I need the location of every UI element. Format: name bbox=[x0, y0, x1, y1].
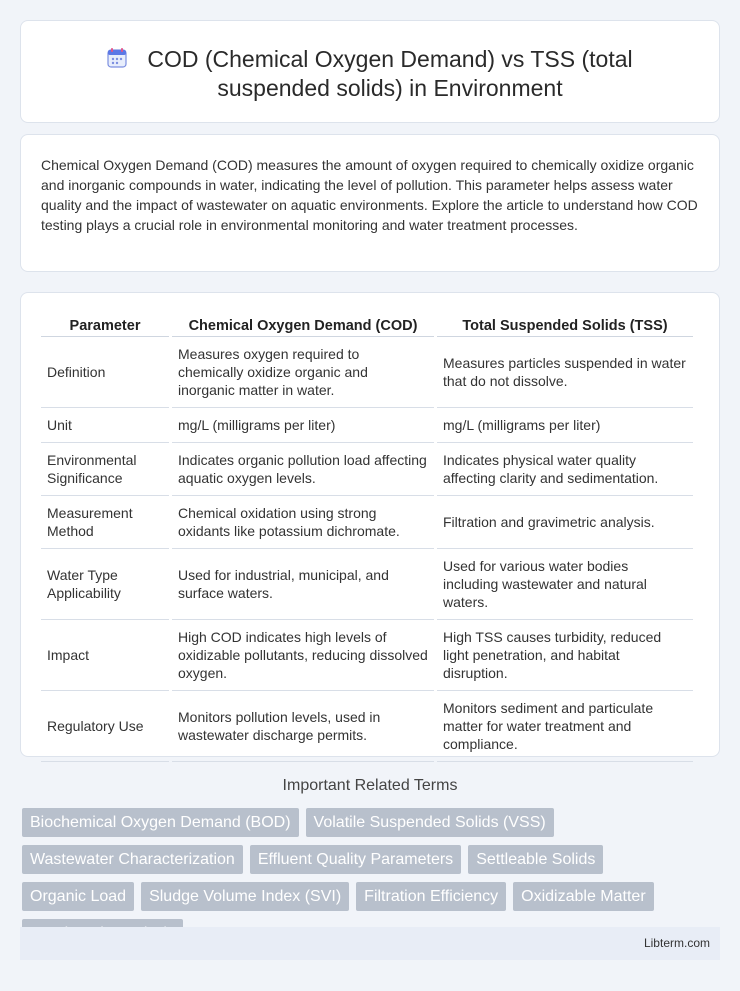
table-header-row bbox=[41, 313, 693, 337]
table-row bbox=[41, 496, 693, 549]
row-parameter: Unit bbox=[41, 408, 169, 443]
header-cod: Chemical Oxygen Demand (COD) bbox=[172, 313, 434, 337]
row-parameter: Impact bbox=[41, 620, 169, 691]
related-tag[interactable]: Oxidizable Matter bbox=[513, 882, 654, 911]
row-cod: Measures oxygen required to chemically oxidize organic and inorganic matter in water. bbox=[172, 337, 434, 408]
row-tss: mg/L (milligrams per liter) bbox=[437, 408, 693, 443]
header-tss: Total Suspended Solids (TSS) bbox=[437, 313, 693, 337]
row-parameter: Measurement Method bbox=[41, 496, 169, 549]
row-parameter: Regulatory Use bbox=[41, 691, 169, 762]
footer-brand-link[interactable]: Libterm.com bbox=[643, 936, 710, 950]
related-tag[interactable]: Biochemical Oxygen Demand (BOD) bbox=[22, 808, 299, 837]
comparison-table bbox=[38, 313, 696, 762]
comparison-card bbox=[20, 292, 720, 757]
row-tss: Filtration and gravimetric analysis. bbox=[437, 496, 693, 549]
row-cod: mg/L (milligrams per liter) bbox=[172, 408, 434, 443]
related-tag[interactable]: Wastewater Characterization bbox=[22, 845, 243, 874]
row-parameter: Environmental Significance bbox=[41, 443, 169, 496]
related-tag[interactable]: Volatile Suspended Solids (VSS) bbox=[306, 808, 554, 837]
related-tag[interactable]: Organic Load bbox=[22, 882, 134, 911]
row-cod: Used for industrial, municipal, and surface waters. bbox=[172, 549, 434, 620]
table-row bbox=[41, 549, 693, 620]
row-tss: Indicates physical water quality affecting clarity and sedimentation. bbox=[437, 443, 693, 496]
footer bbox=[20, 927, 720, 960]
row-tss: High TSS causes turbidity, reduced light penetration, and habitat disruption. bbox=[437, 620, 693, 691]
intro-text: Chemical Oxygen Demand (COD) measures the amount of oxygen required to chemically oxidize organic and inorganic compounds in water, indicating the level of pollution. This parameter helps assess water quality and the impact of wastewater on aquatic environments. Explore the article to understand how COD testing plays a crucial role in environmental monitoring and water treatment processes. bbox=[41, 157, 698, 233]
related-terms-title: Important Related Terms bbox=[282, 777, 458, 794]
row-cod: Chemical oxidation using strong oxidants like potassium dichromate. bbox=[172, 496, 434, 549]
related-tag[interactable]: Effluent Quality Parameters bbox=[250, 845, 461, 874]
row-cod: Monitors pollution levels, used in wastewater discharge permits. bbox=[172, 691, 434, 762]
table-row bbox=[41, 691, 693, 762]
row-cod: Indicates organic pollution load affecting aquatic oxygen levels. bbox=[172, 443, 434, 496]
table-row bbox=[41, 443, 693, 496]
table-row bbox=[41, 620, 693, 691]
intro-card bbox=[20, 134, 720, 272]
row-parameter: Definition bbox=[41, 337, 169, 408]
row-cod: High COD indicates high levels of oxidizable pollutants, reducing dissolved oxygen. bbox=[172, 620, 434, 691]
row-tss: Monitors sediment and particulate matter for water treatment and compliance. bbox=[437, 691, 693, 762]
row-parameter: Water Type Applicability bbox=[41, 549, 169, 620]
header-parameter: Parameter bbox=[41, 313, 169, 337]
row-tss: Measures particles suspended in water that do not dissolve. bbox=[437, 337, 693, 408]
table-row bbox=[41, 408, 693, 443]
page-title: COD (Chemical Oxygen Demand) vs TSS (total suspended solids) in Environment bbox=[147, 46, 633, 101]
related-tag[interactable]: Sludge Volume Index (SVI) bbox=[141, 882, 349, 911]
row-tss: Used for various water bodies including wastewater and natural waters. bbox=[437, 549, 693, 620]
related-tag[interactable]: Filtration Efficiency bbox=[356, 882, 506, 911]
related-tag[interactable]: Settleable Solids bbox=[468, 845, 603, 874]
table-row bbox=[41, 337, 693, 408]
header-card bbox=[20, 20, 720, 123]
